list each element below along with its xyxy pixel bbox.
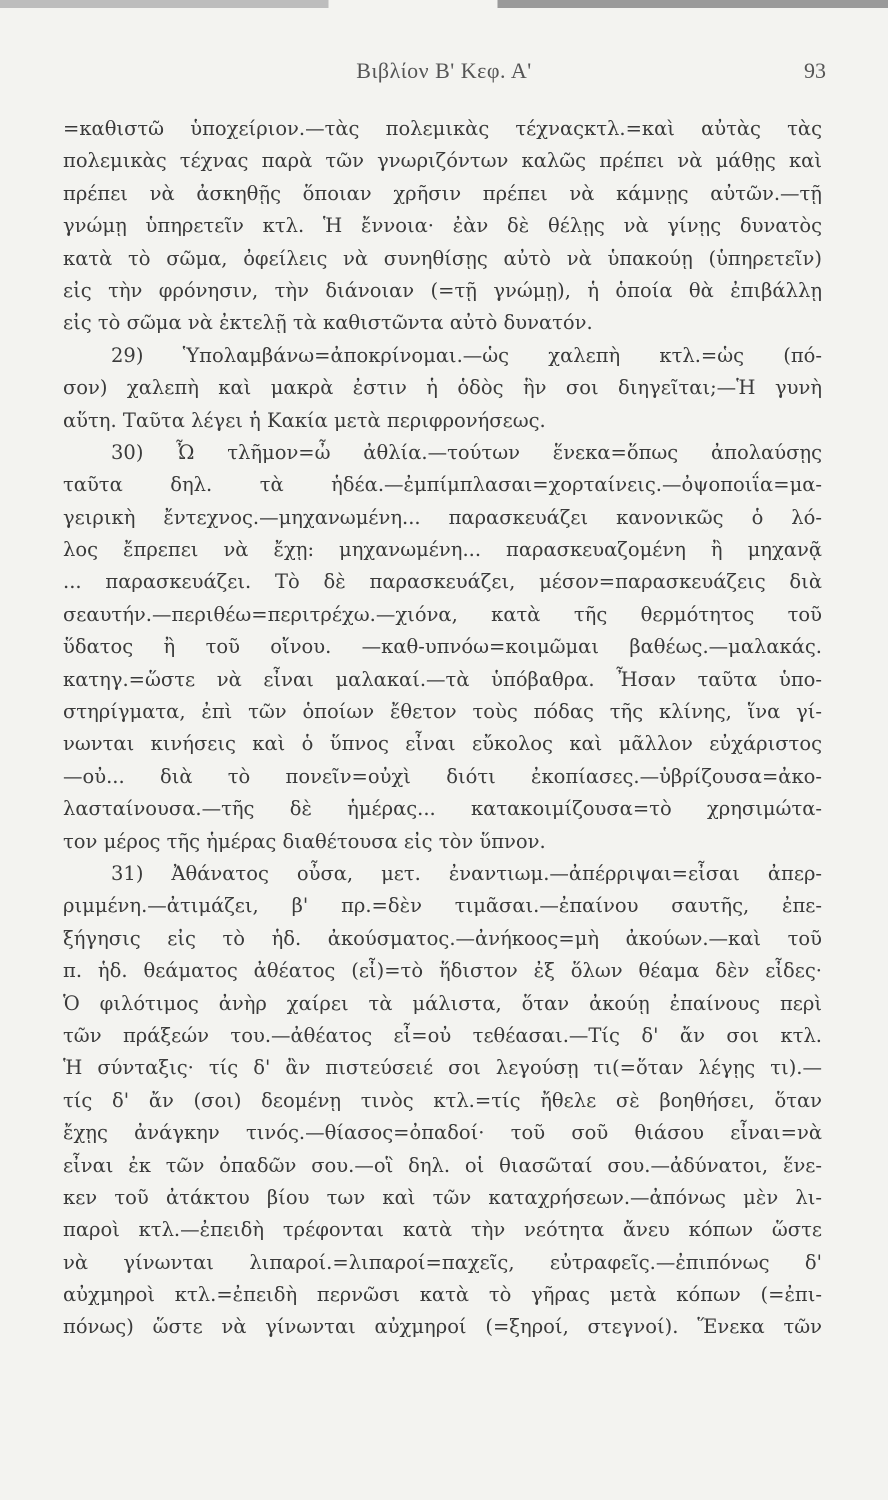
text-line: κατηγ.=ὥστε νὰ εἶναι μαλακαί.—τὰ ὑπόβαθρα. Ἦσαν ταῦτα ὑπο- (63, 667, 822, 691)
text-line: ὕδατος ἢ τοῦ οἴνου. —καθ-υπνόω=κοιμῶμαι βαθέως.—μαλακάς. (63, 635, 822, 659)
text-line: π. ἡδ. θεάματος ἀθέατος (εἶ)=τὸ ἥδιστον ἐξ ὅλων θέαμα δὲν εἶδες· (63, 959, 822, 983)
text-line: Ὁ φιλότιμος ἀνὴρ χαίρει τὰ μάλιστα, ὅταν ἀκούῃ ἐπαίνους περὶ (63, 991, 822, 1015)
text-line: σεαυτήν.—περιθέω=περιτρέχω.—χιόνα, κατὰ τῆς θερμότητος τοῦ (63, 602, 822, 626)
text-line: 30) Ὦ τλῆμον=ὦ ἀθλία.—τούτων ἕνεκα=ὅπως ἀπολαύσῃς (111, 440, 822, 464)
text-line: λασταίνουσα.—τῆς δὲ ἡμέρας... κατακοιμίζουσα=τὸ χρησιμώτα- (63, 797, 822, 821)
body-text (63, 113, 822, 1344)
page-number: 93 (804, 58, 826, 83)
text-line: νὰ γίνωνται λιπαροί.=λιπαροί=παχεῖς, εὐτραφεῖς.—ἐπιπόνως δ' (63, 1250, 822, 1274)
text-line: παροὶ κτλ.—ἐπειδὴ τρέφονται κατὰ τὴν νεότητα ἄνευ κόπων ὥστε (63, 1218, 822, 1242)
text-line: —οὐ... διὰ τὸ πονεῖν=οὐχὶ διότι ἐκοπίασες.—ὑβρίζουσα=ἀκο- (63, 764, 822, 788)
text-line: ριμμένη.—ἀτιμάζει, β' πρ.=δὲν τιμᾶσαι.—ἐπαίνου σαυτῆς, ἐπε- (63, 894, 822, 918)
text-line: γειρικὴ ἔντεχνος.—μηχανωμένη... παρασκευάζει κανονικῶς ὁ λό- (63, 505, 822, 529)
text-line: ... παρασκευάζει. Τὸ δὲ παρασκευάζει, μέσον=παρασκευάζεις διὰ (63, 570, 822, 594)
text-line: νωνται κινήσεις καὶ ὁ ὕπνος εἶναι εὔκολος καὶ μᾶλλον εὐχάριστος (63, 732, 822, 756)
text-line: =καθιστῶ ὑποχείριον.—τὰς πολεμικὰς τέχναςκτλ.=καὶ αὐτὰς τὰς (63, 117, 822, 140)
text-line: τίς δ' ἄν (σοι) δεομένῃ τινὸς κτλ.=τίς ἤθελε σὲ βοηθήσει, ὅταν (63, 1088, 822, 1112)
text-line: πρέπει νὰ ἀσκηθῇς ὅποιαν χρῆσιν πρέπει νὰ κάμνῃς αὐτῶν.—τῇ (63, 181, 822, 205)
text-line: αὕτη. Ταῦτα λέγει ἡ Κακία μετὰ περιφρονήσεως. (63, 408, 546, 432)
text-line: στηρίγματα, ἐπὶ τῶν ὁποίων ἔθετον τοὺς πόδας τῆς κλίνης, ἵνα γί- (63, 700, 822, 724)
text-line: Ἡ σύνταξις· τίς δ' ἂν πιστεύσειέ σοι λεγούσῃ τι(=ὅταν λέγῃς τι).— (63, 1056, 822, 1080)
chapter-heading: Βιβλίον Β' Κεφ. Α' (356, 58, 532, 83)
text-line: πολεμικὰς τέχνας παρὰ τῶν γνωριζόντων καλῶς πρέπει νὰ μάθῃς καὶ (63, 149, 822, 173)
text-line: εἰς τὸ σῶμα νὰ ἐκτελῇ τὰ καθιστῶντα αὐτὸ δυνατόν. (63, 311, 593, 335)
text-line: εἰς τὴν φρόνησιν, τὴν διάνοιαν (=τῇ γνώμῃ), ἡ ὁποία θὰ ἐπιβάλλῃ (63, 278, 822, 302)
text-line: κατὰ τὸ σῶμα, ὀφείλεις νὰ συνηθίσῃς αὐτὸ νὰ ὑπακούῃ (ὑπηρετεῖν) (63, 246, 822, 270)
text-line: 31) Ἀθάνατος οὖσα, μετ. ἐναντιωμ.—ἀπέρριψαι=εἶσαι ἀπερ- (111, 861, 822, 885)
text-line: ξήγησις εἰς τὸ ἡδ. ἀκούσματος.—ἀνήκοος=μὴ ἀκούων.—καὶ τοῦ (63, 926, 822, 950)
text-line: τῶν πράξεών του.—ἀθέατος εἶ=οὐ τεθέασαι.—Τίς δ' ἄν σοι κτλ. (63, 1023, 822, 1047)
text-line: λος ἔπρεπει νὰ ἔχῃ: μηχανωμένη... παρασκευαζομένη ἢ μηχανᾷ (63, 538, 822, 562)
text-line: ταῦτα δηλ. τὰ ἡδέα.—ἐμπίμπλασαι=χορταίνεις.—ὀψοποιΐα=μα- (63, 473, 822, 497)
text-line: ἔχῃς ἀνάγκην τινός.—θίασος=ὀπαδοί· τοῦ σοῦ θιάσου εἶναι=νὰ (63, 1121, 822, 1145)
text-line: εἶναι ἐκ τῶν ὀπαδῶν σου.—οἳ δηλ. οἱ θιασῶταί σου.—ἀδύνατοι, ἕνε- (63, 1153, 822, 1177)
text-line: πόνως) ὥστε νὰ γίνωνται αὐχμηροί (=ξηροί, στεγνοί). Ἕνεκα τῶν (63, 1315, 822, 1339)
text-line: γνώμῃ ὑπηρετεῖν κτλ. Ἡ ἔννοια· ἐὰν δὲ θέλῃς νὰ γίνῃς δυνατὸς (63, 214, 822, 238)
text-line: τον μέρος τῆς ἡμέρας διαθέτουσα εἰς τὸν ὕπνον. (63, 829, 546, 853)
text-line: αὐχμηροὶ κτλ.=ἐπειδὴ περνῶσι κατὰ τὸ γῆρας μετὰ κόπων (=ἐπι- (63, 1283, 822, 1307)
running-header (62, 58, 826, 92)
text-line: 29) Ὑπολαμβάνω=ἀποκρίνομαι.—ὡς χαλεπὴ κτλ.=ὡς (πό- (111, 343, 822, 367)
text-line: κεν τοῦ ἀτάκτου βίου των καὶ τῶν καταχρήσεων.—ἀπόνως μὲν λι- (63, 1185, 822, 1209)
text-line: σον) χαλεπὴ καὶ μακρὰ ἐστιν ἡ ὁδὸς ἣν σοι διηγεῖται;—Ἡ γυνὴ (63, 376, 822, 400)
top-edge-band (0, 0, 888, 8)
